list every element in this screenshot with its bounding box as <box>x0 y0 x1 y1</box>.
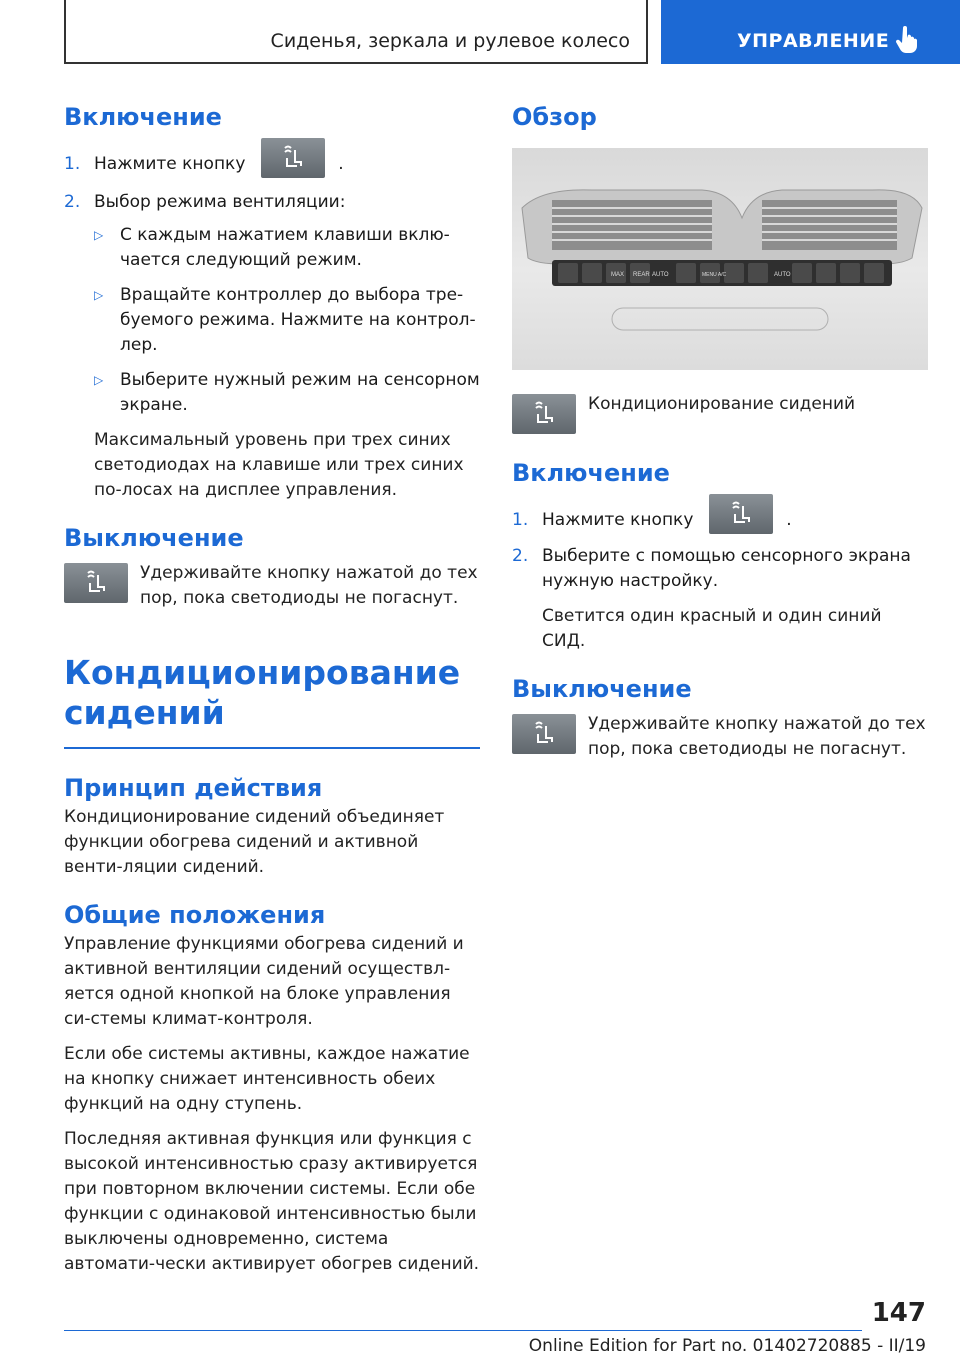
photo-button-label: MENU A/C <box>702 272 727 278</box>
step-text: Выберите с помощью сенсорного экрана нужную настройку. <box>542 546 911 591</box>
on-heading: Включение <box>512 459 670 487</box>
general-paragraph: Управление функциями обогрева сидений и активной вентиляции сидений осуществл-яется одной кнопкой на блоке управления си-стемы климат-контроля. <box>64 934 464 1029</box>
chapter-tab-label: УПРАВЛЕНИЕ <box>737 30 890 52</box>
step-text: Выбор режима вентиляции: <box>94 192 346 212</box>
climate-control-photo <box>512 148 928 370</box>
seat-fan-icon <box>82 569 110 597</box>
principle-text: Кондиционирование сидений объединяет функции обогрева сидений и активной венти-ляции сидений. <box>64 807 445 877</box>
bullet-text: Выберите нужный режим на сенсорном экране. <box>120 370 480 415</box>
step-number: 2. <box>64 192 81 212</box>
vent-panel-drawing <box>512 148 928 370</box>
principle-heading: Принцип действия <box>64 774 323 802</box>
seat-fan-icon <box>727 500 755 528</box>
bullet-item <box>64 283 480 358</box>
icon-legend <box>512 392 928 434</box>
step-number: 1. <box>64 154 81 174</box>
off-text: Удерживайте кнопку нажатой до тех пор, пока светодиоды не погаснут. <box>588 714 926 759</box>
photo-button-label: MAX <box>611 272 625 278</box>
chapter-rule <box>64 747 480 749</box>
triangle-bullet-icon: ▷ <box>94 288 104 302</box>
step-suffix: . <box>786 510 792 530</box>
step-2 <box>512 544 928 594</box>
page-number: 147 <box>871 1298 926 1328</box>
bullet-text: Вращайте контроллер до выбора тре-буемого режима. Нажмите на контрол-лер. <box>120 285 476 355</box>
icon-caption: Кондиционирование сидений <box>588 394 856 414</box>
footer-rule <box>64 1330 862 1331</box>
step-1 <box>64 144 480 184</box>
off-instruction <box>64 561 480 611</box>
section-title: Сиденья, зеркала и рулевое колесо <box>270 30 630 52</box>
general-paragraph: Если обе системы активны, каждое нажатие на кнопку снижает интенсивность обеих функций на одну ступень. <box>64 1044 470 1114</box>
step-text: Нажмите кнопку <box>542 510 694 530</box>
general-heading: Общие положения <box>64 901 326 929</box>
off-heading: Выключение <box>64 524 244 552</box>
on-note: Светится один красный и один синий СИД. <box>542 606 882 651</box>
off-text: Удерживайте кнопку нажатой до тех пор, пока светодиоды не погаснут. <box>140 563 478 608</box>
photo-button-label: REAR <box>633 272 650 278</box>
seat-ventilation-button-icon <box>709 494 773 534</box>
left-column <box>64 100 480 1277</box>
step-number: 1. <box>512 510 529 530</box>
step-suffix: . <box>338 154 344 174</box>
step-1 <box>512 500 928 540</box>
bullet-item <box>64 223 480 273</box>
pointing-hand-icon <box>895 26 919 54</box>
overview-heading: Обзор <box>512 103 597 131</box>
triangle-bullet-icon: ▷ <box>94 373 104 387</box>
page-header <box>0 0 960 66</box>
on-note: Максимальный уровень при трех синих светодиодах на клавише или трех синих по-лосах на дисплее управления. <box>94 430 464 500</box>
seat-ventilation-button-icon <box>512 394 576 434</box>
seat-fan-icon <box>279 144 307 172</box>
chapter-title: Кондиционирование сидений <box>64 653 461 732</box>
bullet-item <box>64 368 480 418</box>
step-text: Нажмите кнопку <box>94 154 246 174</box>
seat-fan-icon <box>530 400 558 428</box>
right-column <box>512 100 928 762</box>
triangle-bullet-icon: ▷ <box>94 228 104 242</box>
seat-fan-icon <box>530 720 558 748</box>
photo-button-label: AUTO <box>774 272 791 278</box>
edition-text: Online Edition for Part no. 01402720885 - II/19 <box>528 1336 926 1356</box>
step-2 <box>64 190 480 215</box>
seat-ventilation-button-icon <box>64 563 128 603</box>
seat-ventilation-button-icon <box>512 714 576 754</box>
bullet-text: С каждым нажатием клавиши вклю-чается следующий режим. <box>120 225 450 270</box>
off-instruction <box>512 712 928 762</box>
general-paragraph: Последняя активная функция или функция с высокой интенсивностью сразу активируется при повторном включении системы. Если обе функции с одинаковой интенсивностью были выключены одновременно, система автомати-чески активирует обогрев сидений. <box>64 1129 480 1274</box>
chapter-tab[interactable] <box>661 0 960 64</box>
seat-ventilation-button-icon <box>261 138 325 178</box>
on-heading: Включение <box>64 103 222 131</box>
step-number: 2. <box>512 546 529 566</box>
section-box <box>64 0 648 64</box>
off-heading: Выключение <box>512 675 692 703</box>
photo-button-label: AUTO <box>652 272 669 278</box>
